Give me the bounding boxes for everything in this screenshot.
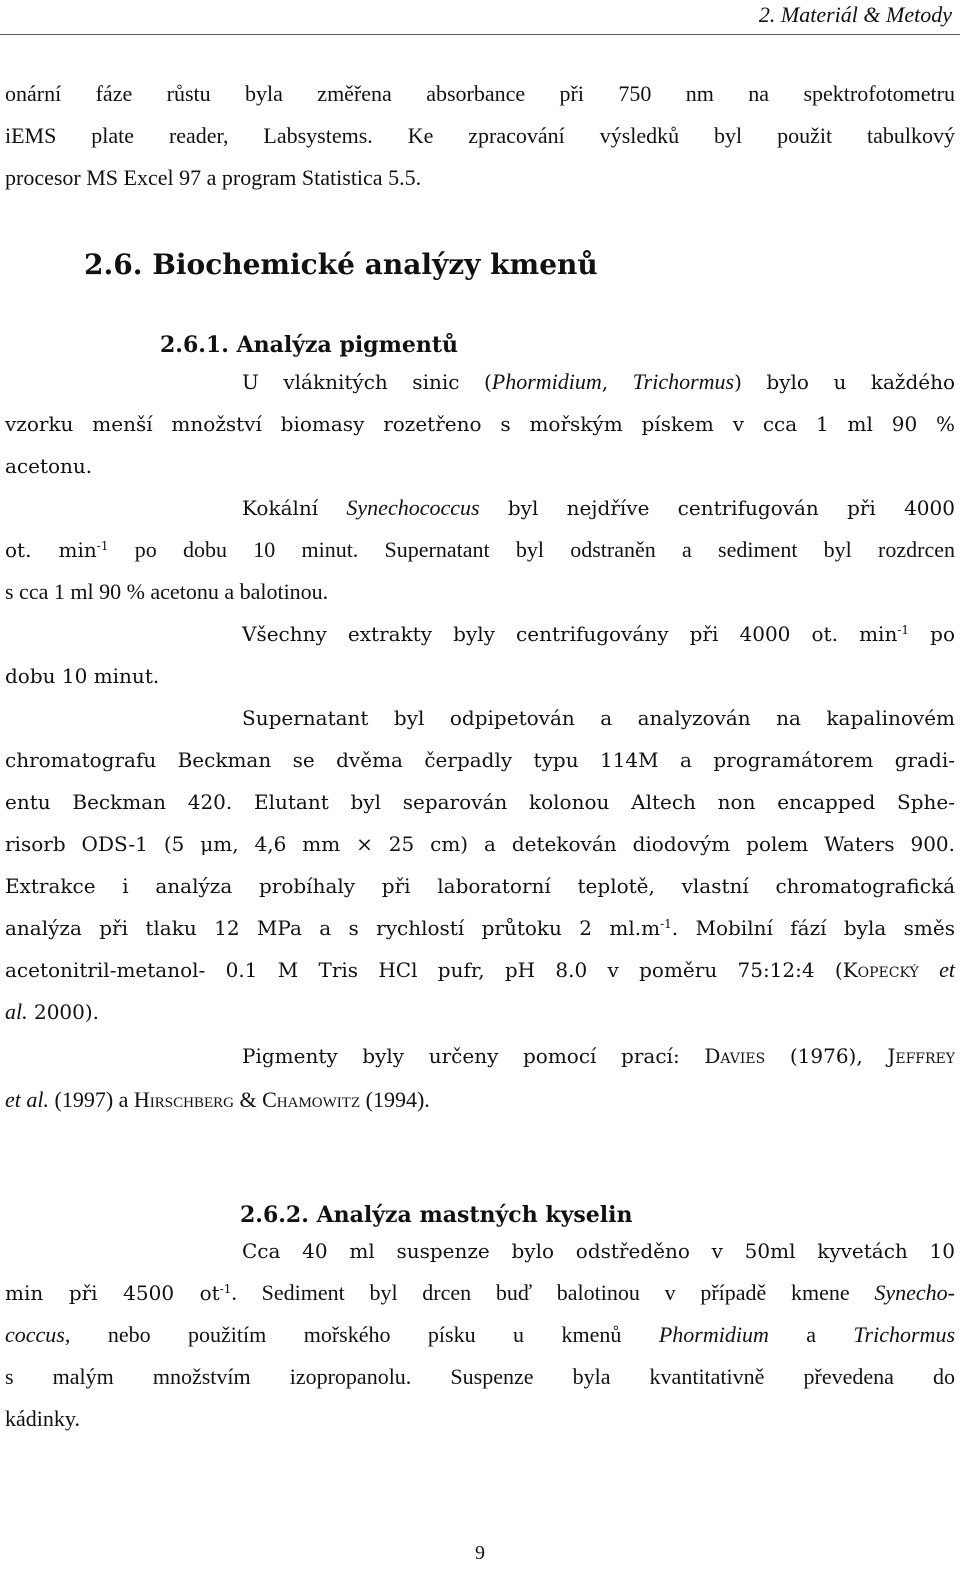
header-section-title: 2. Materiál & Metody bbox=[758, 2, 952, 27]
subsection-heading-2-6-2 bbox=[240, 1200, 632, 1230]
subsection-number: 2.6.2. bbox=[240, 1202, 309, 1228]
fatty-p1-line-1: Cca 40 ml suspenze bylo odstředěno v 50ml kyvetách 10 bbox=[242, 1239, 955, 1263]
pigment-p4-line-3: entu Beckman 420. Elutant byl separován kolonou Altech non encapped Sphe- bbox=[5, 790, 955, 814]
pigment-p2-line-1: Kokální Synechococcus byl nejdříve centrifugován při 4000 bbox=[242, 495, 955, 520]
fatty-p1-line-4: s malým množstvím izopropanolu. Suspenze byla kvantitativně převedena do bbox=[5, 1364, 955, 1389]
pigment-p5-line-2: et al. (1997) a Hirschberg & Chamowitz (1994). bbox=[5, 1087, 430, 1112]
fatty-p1-line-3: coccus, nebo použitím mořského písku u kmenů Phormidium a Trichormus bbox=[5, 1322, 956, 1347]
pigment-p2-line-2: ot. $\min^{-1}$ po dobu 10 minut. Supernatant byl odstraněn a sediment byl rozdrcen bbox=[5, 537, 955, 562]
pigment-p5-line-1: Pigmenty byly určeny pomocí prací: Davies (1976), Jeffrey bbox=[242, 1044, 955, 1068]
pigment-p1-line-3: acetonu. bbox=[5, 454, 93, 478]
pigment-p4-line-7: acetonitril-metanol- 0.1 M Tris HCl pufr, pH 8.0 v poměru 75:12:4 (Kopecký et bbox=[5, 957, 955, 982]
pigment-p3-line-2: dobu 10 minut. bbox=[5, 664, 160, 688]
pigment-p4-line-4: risorb ODS-1 (5 μm, 4,6 mm × 25 cm) a detekován diodovým polem Waters 900. bbox=[5, 832, 955, 856]
subsection-title: Analýza mastných kyselin bbox=[316, 1202, 633, 1228]
intro-line-3: procesor MS Excel 97 a program Statistica 5.5. bbox=[5, 165, 422, 190]
intro-line-2: iEMS plate reader, Labsystems. Ke zpracování výsledků byl použit tabulkový bbox=[5, 123, 955, 148]
pigment-p4-line-2: chromatografu Beckman se dvěma čerpadly typu 114M a programátorem gradi- bbox=[5, 748, 955, 772]
page-number: 9 bbox=[475, 1542, 485, 1564]
pigment-p1-line-1: U vláknitých sinic (Phormidium, Trichormus) bylo u každého bbox=[242, 369, 956, 394]
pigment-p4-line-8: al. 2000). bbox=[5, 999, 100, 1024]
section-title: Biochemické analýzy kmenů bbox=[152, 248, 598, 281]
subsection-number: 2.6.1. bbox=[160, 332, 229, 358]
pigment-p2-line-3: s cca 1 ml 90 % acetonu a balotinou. bbox=[5, 579, 329, 604]
section-number: 2.6. bbox=[84, 248, 143, 281]
pigment-p4-line-5: Extrakce i analýza probíhaly při laboratorní teplotě, vlastní chromatografická bbox=[5, 874, 955, 898]
fatty-p1-line-5: kádinky. bbox=[5, 1406, 80, 1431]
intro-line-1: onární fáze růstu byla změřena absorbance při 750 nm na spektrofotometru bbox=[5, 81, 955, 106]
pigment-p3-line-1: Všechny extrakty byly centrifugovány při 4000 ot. $\min^{-1}$ po bbox=[242, 622, 955, 646]
subsection-title: Analýza pigmentů bbox=[236, 332, 458, 358]
section-heading-2-6 bbox=[84, 248, 598, 282]
pigment-p1-line-2: vzorku menší množství biomasy rozetřeno s mořským pískem v cca 1 ml 90 % bbox=[5, 412, 955, 436]
fatty-p1-line-2: min při 4500 $ot^{-1}$. Sediment byl drcen buď balotinou v případě kmene Synecho- bbox=[5, 1280, 955, 1305]
running-header bbox=[0, 0, 960, 35]
pigment-p4-line-6: analýza při tlaku 12 MPa a s rychlostí průtoku 2 $ml.m^{-1}$. Mobilní fází byla směs bbox=[5, 916, 955, 940]
subsection-heading-2-6-1 bbox=[160, 330, 458, 360]
pigment-p4-line-1: Supernatant byl odpipetován a analyzován na kapalinovém bbox=[242, 706, 955, 730]
